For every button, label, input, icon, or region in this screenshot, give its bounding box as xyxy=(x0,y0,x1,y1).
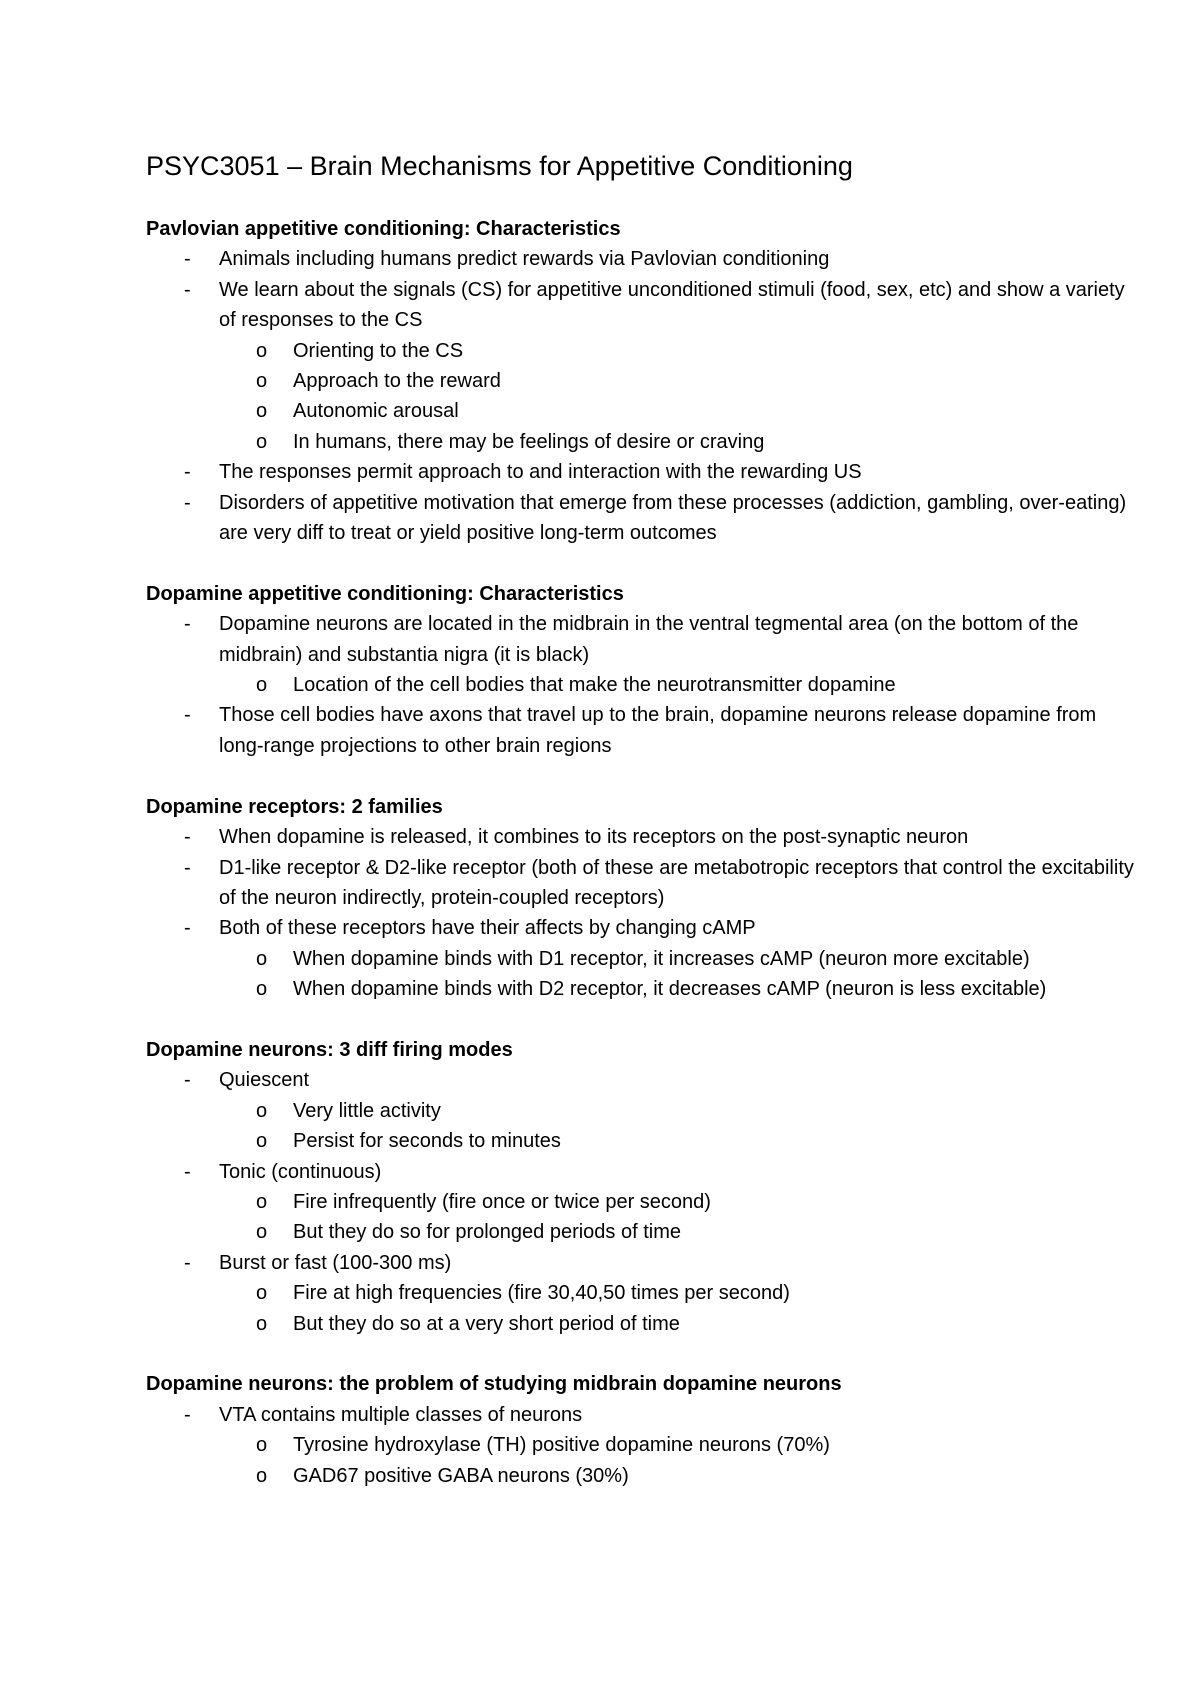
bullet-item xyxy=(146,853,1146,914)
bullet-text: In humans, there may be feelings of desire or craving xyxy=(293,430,765,453)
sub-bullet-item xyxy=(146,670,1146,700)
dash-bullet-icon: - xyxy=(184,491,191,514)
section xyxy=(146,1035,1146,1339)
sub-bullet-item xyxy=(146,1461,1146,1491)
section-heading: Dopamine neurons: the problem of studying midbrain dopamine neurons xyxy=(146,1373,842,1396)
bullet-text: But they do so for prolonged periods of time xyxy=(293,1221,682,1244)
bullet-text: When dopamine binds with D2 receptor, it decreases cAMP (neuron is less excitable) xyxy=(293,978,1047,1001)
sub-bullet-item xyxy=(146,427,1146,457)
section xyxy=(146,214,1146,548)
bullet-item xyxy=(146,913,1146,943)
circle-bullet-icon: o xyxy=(256,430,268,453)
dash-bullet-icon: - xyxy=(184,278,191,301)
bullet-text: Those cell bodies have axons that travel up to the brain, dopamine neurons release dopamine from long-range projections to other brain regions xyxy=(219,704,1097,757)
bullet-item xyxy=(146,457,1146,487)
bullet-item xyxy=(146,1248,1146,1278)
dash-bullet-icon: - xyxy=(184,917,191,940)
bullet-text: D1-like receptor & D2-like receptor (both of these are metabotropic receptors that control the excitability of the neuron indirectly, protein-coupled receptors) xyxy=(219,856,1134,909)
bullet-text: Quiescent xyxy=(219,1069,310,1092)
sub-bullet-item xyxy=(146,1309,1146,1339)
bullet-text: Persist for seconds to minutes xyxy=(293,1130,561,1153)
bullet-text: Tyrosine hydroxylase (TH) positive dopamine neurons (70%) xyxy=(293,1434,830,1457)
section xyxy=(146,792,1146,1005)
bullet-text: Animals including humans predict rewards via Pavlovian conditioning xyxy=(219,248,830,271)
sub-bullet-item xyxy=(146,1278,1146,1308)
bullet-item xyxy=(146,244,1146,274)
dash-bullet-icon: - xyxy=(184,613,191,636)
dash-bullet-icon: - xyxy=(184,248,191,271)
bullet-item xyxy=(146,822,1146,852)
circle-bullet-icon: o xyxy=(256,947,268,970)
bullet-text: Fire infrequently (fire once or twice per second) xyxy=(293,1190,711,1213)
bullet-text: Both of these receptors have their affects by changing cAMP xyxy=(219,917,756,940)
dash-bullet-icon: - xyxy=(184,1251,191,1274)
circle-bullet-icon: o xyxy=(256,978,268,1001)
dash-bullet-icon: - xyxy=(184,856,191,879)
dash-bullet-icon: - xyxy=(184,1160,191,1183)
bullet-text: Very little activity xyxy=(293,1099,441,1122)
sub-bullet-item xyxy=(146,1126,1146,1156)
dash-bullet-icon: - xyxy=(184,1069,191,1092)
bullet-text: Dopamine neurons are located in the midbrain in the ventral tegmental area (on the bottom of the midbrain) and substantia nigra (it is black) xyxy=(219,613,1079,666)
bullet-text: When dopamine binds with D1 receptor, it increases cAMP (neuron more excitable) xyxy=(293,947,1030,970)
sub-bullet-item xyxy=(146,974,1146,1004)
circle-bullet-icon: o xyxy=(256,1434,268,1457)
sub-bullet-item xyxy=(146,944,1146,974)
sub-bullet-item xyxy=(146,396,1146,426)
sub-bullet-item xyxy=(146,1217,1146,1247)
bullet-text: We learn about the signals (CS) for appetitive unconditioned stimuli (food, sex, etc) and show a variety of responses to the CS xyxy=(219,278,1125,332)
bullet-item xyxy=(146,1157,1146,1187)
bullet-item xyxy=(146,1065,1146,1095)
bullet-item xyxy=(146,609,1146,670)
dash-bullet-icon: - xyxy=(184,704,191,727)
sub-bullet-item xyxy=(146,366,1146,396)
sub-bullet-item xyxy=(146,336,1146,366)
bullet-text: GAD67 positive GABA neurons (30%) xyxy=(293,1464,629,1487)
bullet-item xyxy=(146,1400,1146,1430)
section-heading: Dopamine appetitive conditioning: Characteristics xyxy=(146,582,624,605)
circle-bullet-icon: o xyxy=(256,1282,268,1305)
bullet-item xyxy=(146,275,1146,336)
notes-body xyxy=(146,214,1146,1491)
bullet-item xyxy=(146,488,1146,549)
sub-bullet-item xyxy=(146,1430,1146,1460)
circle-bullet-icon: o xyxy=(256,1130,268,1153)
circle-bullet-icon: o xyxy=(256,370,268,393)
bullet-text: When dopamine is released, it combines to its receptors on the post-synaptic neuron xyxy=(219,826,969,849)
section xyxy=(146,1369,1146,1491)
circle-bullet-icon: o xyxy=(256,674,268,697)
section-heading: Dopamine receptors: 2 families xyxy=(146,795,443,818)
circle-bullet-icon: o xyxy=(256,1221,268,1244)
page-title: PSYC3051 – Brain Mechanisms for Appetitive Conditioning xyxy=(146,151,853,181)
bullet-text: VTA contains multiple classes of neurons xyxy=(219,1403,583,1426)
bullet-text: Burst or fast (100-300 ms) xyxy=(219,1251,452,1274)
circle-bullet-icon: o xyxy=(256,1464,268,1487)
bullet-text: Fire at high frequencies (fire 30,40,50 times per second) xyxy=(293,1282,790,1305)
circle-bullet-icon: o xyxy=(256,1190,268,1213)
circle-bullet-icon: o xyxy=(256,1099,268,1122)
bullet-text: But they do so at a very short period of time xyxy=(293,1312,680,1335)
bullet-text: Approach to the reward xyxy=(293,370,501,393)
bullet-text: Tonic (continuous) xyxy=(219,1160,382,1183)
section-heading: Pavlovian appetitive conditioning: Characteristics xyxy=(146,218,621,240)
dash-bullet-icon: - xyxy=(184,461,191,484)
sub-bullet-item xyxy=(146,1187,1146,1217)
bullet-text: Orienting to the CS xyxy=(293,339,464,362)
circle-bullet-icon: o xyxy=(256,339,268,362)
bullet-text: Autonomic arousal xyxy=(293,400,459,423)
bullet-item xyxy=(146,700,1146,761)
dash-bullet-icon: - xyxy=(184,826,191,849)
bullet-text: Disorders of appetitive motivation that emerge from these processes (addiction, gambling, over-eating) are very diff to treat or yield positive long-term outcomes xyxy=(219,491,1127,545)
circle-bullet-icon: o xyxy=(256,400,268,423)
sub-bullet-item xyxy=(146,1096,1146,1126)
section-heading: Dopamine neurons: 3 diff firing modes xyxy=(146,1038,513,1061)
bullet-text: Location of the cell bodies that make the neurotransmitter dopamine xyxy=(293,674,896,697)
circle-bullet-icon: o xyxy=(256,1312,268,1335)
bullet-text: The responses permit approach to and interaction with the rewarding US xyxy=(219,461,862,484)
section xyxy=(146,579,1146,761)
dash-bullet-icon: - xyxy=(184,1403,191,1426)
